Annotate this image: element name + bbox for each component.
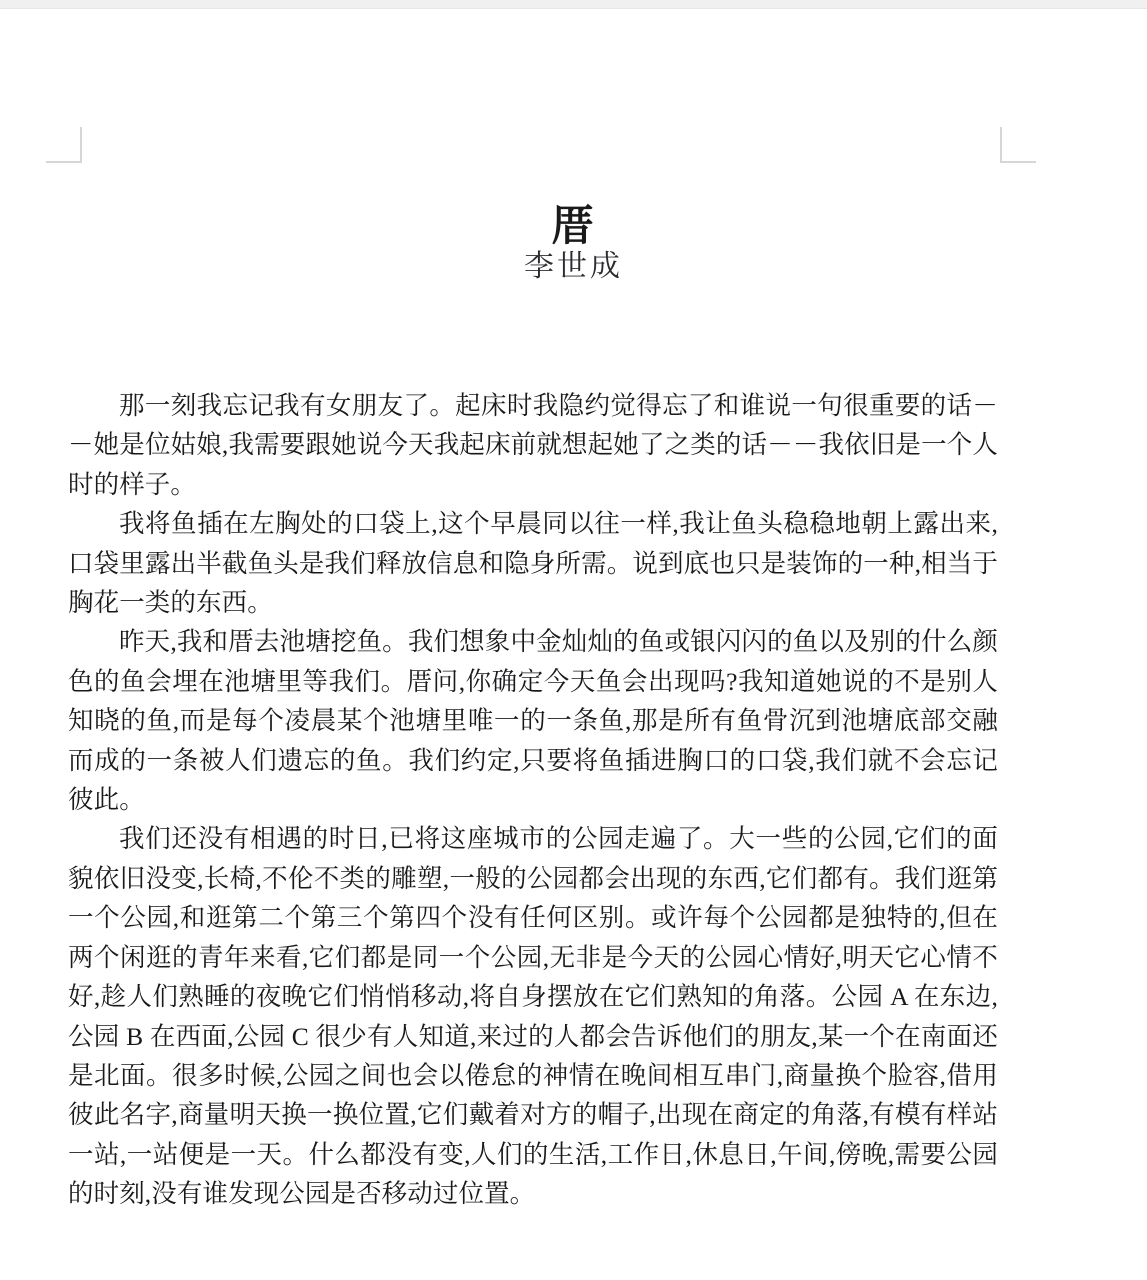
crop-mark-top-right-icon	[1000, 127, 1036, 163]
crop-mark-horizontal-rule	[46, 161, 82, 163]
author-byline: 李世成	[524, 250, 623, 283]
body-paragraph: 我将鱼插在左胸处的口袋上,这个早晨同以往一样,我让鱼头稳稳地朝上露出来,口袋里露出半截鱼头是我们释放信息和隐身所需。说到底也只是装饰的一种,相当于胸花一类的东西。	[68, 509, 998, 618]
crop-mark-vertical-rule	[1000, 127, 1002, 163]
document-body	[68, 386, 998, 1214]
crop-mark-top-left-icon	[46, 127, 82, 163]
body-paragraph: 我们还没有相遇的时日,已将这座城市的公园走遍了。大一些的公园,它们的面貌依旧没变,长椅,不伦不类的雕塑,一般的公园都会出现的东西,它们都有。我们逛第一个公园,和逛第二个第三个第四个没有任何区别。或许每个公园都是独特的,但在两个闲逛的青年来看,它们都是同一个公园,无非是今天的公园心情好,明天它心情不好,趁人们熟睡的夜晚它们悄悄移动,将自身摆放在它们熟知的角落。公园 A 在东边,公园 B 在西面,公园 C 很少有人知道,来过的人都会告诉他们的朋友,某一个在南面还是北面。很多时候,公园之间也会以倦怠的神情在晚间相互串门,商量换个脸容,借用彼此名字,商量明天换一换位置,它们戴着对方的帽子,出现在商定的角落,有模有样站一站,一站便是一天。什么都没有变,人们的生活,工作日,休息日,午间,傍晚,需要公园的时刻,没有谁发现公园是否移动过位置。	[68, 824, 998, 1209]
crop-mark-horizontal-rule	[1000, 161, 1036, 163]
body-paragraph: 那一刻我忘记我有女朋友了。起床时我隐约觉得忘了和谁说一句很重要的话－－她是位姑娘,我需要跟她说今天我起床前就想起她了之类的话－－我依旧是一个人时的样子。	[68, 391, 998, 499]
body-paragraph: 昨天,我和厝去池塘挖鱼。我们想象中金灿灿的鱼或银闪闪的鱼以及别的什么颜色的鱼会埋在池塘里等我们。厝问,你确定今天鱼会出现吗?我知道她说的不是别人知晓的鱼,而是每个凌晨某个池塘里唯一的一条鱼,那是所有鱼骨沉到池塘底部交融而成的一条被人们遗忘的鱼。我们约定,只要将鱼插进胸口的口袋,我们就不会忘记彼此。	[68, 627, 998, 815]
page-top-edge-band	[0, 0, 1147, 9]
crop-mark-vertical-rule	[80, 127, 82, 163]
page-title: 厝	[551, 204, 596, 251]
